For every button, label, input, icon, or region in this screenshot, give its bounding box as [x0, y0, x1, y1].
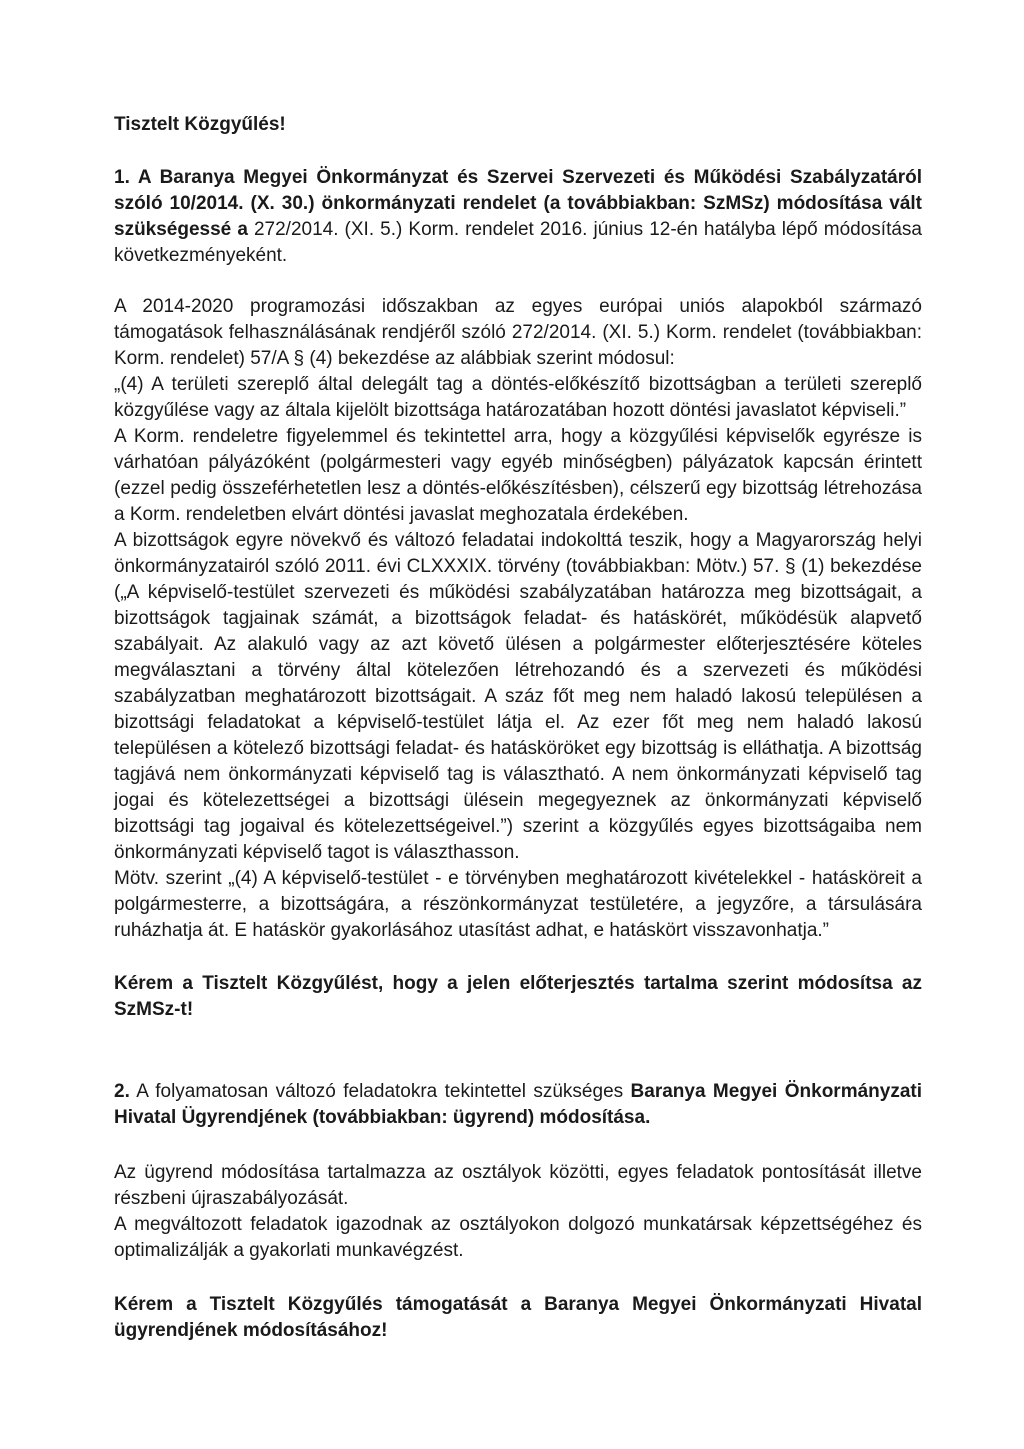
section-2-paragraph-staff: A megváltozott feladatok igazodnak az osztályokon dolgozó munkatársak képzettségéhez és optimalizálják a gyakorlati munkavégzést. [114, 1214, 922, 1261]
section-1-paragraph-motv: A bizottságok egyre növekvő és változó feladatai indokolttá teszik, hogy a Magyarország helyi önkormányzatairól szóló 2011. évi CLXXXIX. törvény (továbbiakban: Mötv.) 57. § (1) bekezdése („A képviselő-testület szervezeti és működési szabályzatában határozza meg bizottságait, a bizottságok tagjainak számát, a bizottságok feladat- és hatáskörét, működésük alapvető szabályait. Az alakuló vagy az azt követő ülésen a polgármester előterjesztésére köteles megválasztani a törvény által kötelezően létrehozandó és a szervezeti és működési szabályzatban meghatározott bizottságait. A száz főt meg nem haladó lakosú településen a bizottsági feladatokat a képviselő-testület látja el. Az ezer főt meg nem haladó lakosú településen a kötelező bizottsági feladat- és hatásköröket egy bizottság is elláthatja. A bizottság tagjává nem önkormányzati képviselő tag is választható. A nem önkormányzati képviselő tag jogai és kötelezettségei a bizottsági ülésein megegyeznek az önkormányzati képviselő bizottsági tag jogaival és kötelezettségeivel.”) szerint a közgyűlés egyes bizottságaiba nem önkormányzati képviselő tagot is választhasson. [114, 530, 922, 863]
section-2-paragraph-scope: Az ügyrend módosítása tartalmazza az osztályok közötti, egyes feladatok pontosítását illetve részbeni újraszabályozását. [114, 1162, 922, 1209]
section-1-number: 1. [114, 167, 130, 188]
section-2-number: 2. [114, 1081, 130, 1102]
greeting: Tisztelt Közgyűlés! [114, 114, 286, 135]
section-1-paragraph-committee: A Korm. rendeletre figyelemmel és tekintettel arra, hogy a közgyűlési képviselők egyrésze is várhatóan pályázóként (polgármesteri vagy egyéb minőségben) pályázatok kapcsán érintett (ezzel pedig összeférhetetlen lesz a döntés-előkészítésben), célszerű egy bizottság létrehozása a Korm. rendeletben elvárt döntési javaslat meghozatala érdekében. [114, 426, 922, 525]
document-page [114, 112, 922, 1344]
section-1-paragraph-quote: „(4) A területi szereplő által delegált tag a döntés-előkészítő bizottságban a területi szereplő közgyűlése vagy az általa kijelölt bizottsága határozatában hozott döntési javaslatot képviseli.” [114, 374, 922, 421]
section-1-request: Kérem a Tisztelt Közgyűlést, hogy a jelen előterjesztés tartalma szerint módosítsa az SzMSz-t! [114, 973, 922, 1020]
section-2-request: Kérem a Tisztelt Közgyűlés támogatását a Baranya Megyei Önkormányzati Hivatal ügyrendjének módosításához! [114, 1294, 922, 1341]
section-1-paragraph-delegation: Mötv. szerint „(4) A képviselő-testület - e törvényben meghatározott kivételekkel - hatásköreit a polgármesterre, a bizottságára, a részönkormányzat testületére, a jegyzőre, a társulására ruházhatja át. E hatáskör gyakorlásához utasítást adhat, e hatáskört visszavonhatja.” [114, 868, 922, 941]
section-1-heading-normal: 272/2014. (XI. 5.) Korm. rendelet 2016. június 12-én hatályba lépő módosítása következményeként. [114, 219, 923, 266]
section-1-heading-bold: A Baranya Megyei Önkormányzat és Szervei Szervezeti és Működési Szabályzatáról szóló 10/2014. (X. 30.) önkormányzati rendelet (a továbbiakban: SzMSz) módosítása vált szükségessé a [114, 167, 922, 240]
section-2-heading-normal: A folyamatosan változó feladatokra tekintettel szükséges [129, 1081, 624, 1102]
section-1-paragraph-regulation: A 2014-2020 programozási időszakban az egyes európai uniós alapokból származó támogatások felhasználásának rendjéről szóló 272/2014. (XI. 5.) Korm. rendelet (továbbiakban: Korm. rendelet) 57/A § (4) bekezdése az alábbiak szerint módosul: [114, 296, 922, 369]
section-2-heading [114, 1079, 922, 1131]
section-2-heading-bold: Baranya Megyei Önkormányzati Hivatal Ügyrendjének (továbbiakban: ügyrend) módosítása. [114, 1081, 922, 1128]
section-1-heading [114, 165, 922, 269]
